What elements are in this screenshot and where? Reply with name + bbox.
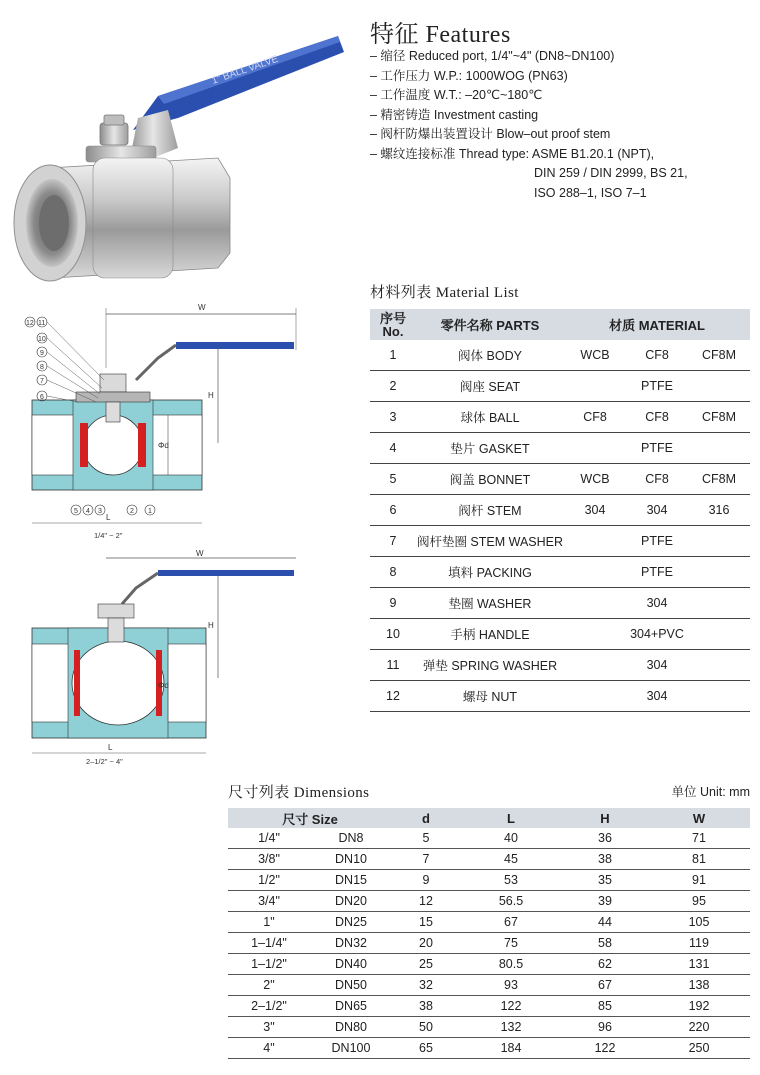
material-no-cell: 11 xyxy=(370,650,416,681)
dimension-inch-cell: 2" xyxy=(228,975,310,996)
dim-range-2: 2–1/2" ~ 4" xyxy=(86,757,123,766)
feature-item: – 工作压力 W.P.: 1000WOG (PN63) xyxy=(370,68,568,83)
dimension-inch-cell: 3" xyxy=(228,1017,310,1038)
dimension-l-cell: 80.5 xyxy=(460,954,562,975)
material-no-cell: 7 xyxy=(370,526,416,557)
material-row xyxy=(370,464,750,495)
dimension-w-cell: 81 xyxy=(648,849,750,870)
dimension-l-cell: 93 xyxy=(460,975,562,996)
dimension-header-h: H xyxy=(562,808,648,828)
callout-3: 3 xyxy=(98,508,102,515)
material-no-cell: 8 xyxy=(370,557,416,588)
dimension-h-cell: 39 xyxy=(562,891,648,912)
callout-1: 1 xyxy=(148,508,152,515)
dimension-dn-cell: DN15 xyxy=(310,870,392,891)
dimension-d-cell: 25 xyxy=(392,954,460,975)
feature-item: – 工作温度 W.T.: –20℃~180℃ xyxy=(370,88,543,102)
dim-l-1: L xyxy=(106,513,111,522)
dimension-h-cell: 96 xyxy=(562,1017,648,1038)
dimension-d-cell: 38 xyxy=(392,996,460,1017)
dimension-header-size: 尺寸 Size xyxy=(228,808,392,828)
dimension-d-cell: 12 xyxy=(392,891,460,912)
dimension-dn-cell: DN80 xyxy=(310,1017,392,1038)
material-no-cell: 12 xyxy=(370,681,416,712)
material-value-cell: CF8 xyxy=(626,340,688,371)
dim-l-2: L xyxy=(108,743,113,752)
material-value-cell: WCB xyxy=(564,464,626,495)
material-value-cell: 304 xyxy=(564,681,750,712)
dimension-dn-cell: DN100 xyxy=(310,1038,392,1059)
material-value-cell: 304 xyxy=(564,650,750,681)
material-value-cell: CF8 xyxy=(626,464,688,495)
dimension-d-cell: 32 xyxy=(392,975,460,996)
unit-label: 单位 Unit: mm xyxy=(671,785,750,799)
material-row xyxy=(370,526,750,557)
material-part-cell: 垫片 GASKET xyxy=(416,433,564,464)
dimension-row xyxy=(228,1038,750,1059)
material-header-row xyxy=(370,309,750,340)
material-part-cell: 阀杆 STEM xyxy=(416,495,564,526)
dimension-header-row xyxy=(228,808,750,828)
dimension-row xyxy=(228,996,750,1017)
dimension-l-cell: 132 xyxy=(460,1017,562,1038)
dimension-dn-cell: DN25 xyxy=(310,912,392,933)
dimension-row xyxy=(228,891,750,912)
material-value-cell: CF8M xyxy=(688,340,750,371)
dimension-w-cell: 71 xyxy=(648,828,750,849)
dimension-dn-cell: DN20 xyxy=(310,891,392,912)
dimension-inch-cell: 4" xyxy=(228,1038,310,1059)
dimension-w-cell: 220 xyxy=(648,1017,750,1038)
callout-5: 5 xyxy=(74,508,78,515)
material-part-cell: 阀座 SEAT xyxy=(416,371,564,402)
dim-range-1: 1/4" ~ 2" xyxy=(94,531,123,540)
handle-text: 1" BALL VALVE xyxy=(210,53,280,87)
dimension-dn-cell: DN8 xyxy=(310,828,392,849)
material-row xyxy=(370,681,750,712)
dimension-w-cell: 105 xyxy=(648,912,750,933)
material-row xyxy=(370,402,750,433)
dim-w-1: W xyxy=(198,303,206,312)
dimension-l-cell: 40 xyxy=(460,828,562,849)
material-part-cell: 球体 BALL xyxy=(416,402,564,433)
material-no-cell: 4 xyxy=(370,433,416,464)
dimension-l-cell: 67 xyxy=(460,912,562,933)
material-part-cell: 阀杆垫圈 STEM WASHER xyxy=(416,526,564,557)
dimension-h-cell: 35 xyxy=(562,870,648,891)
features-list xyxy=(370,47,755,203)
material-no-cell: 9 xyxy=(370,588,416,619)
feature-item: – 阀杆防爆出装置设计 Blow–out proof stem xyxy=(370,127,611,141)
dimension-w-cell: 91 xyxy=(648,870,750,891)
dimension-inch-cell: 2–1/2" xyxy=(228,996,310,1017)
material-row xyxy=(370,619,750,650)
section-drawing-1 xyxy=(18,298,298,543)
dimension-inch-cell: 1–1/2" xyxy=(228,954,310,975)
material-row xyxy=(370,433,750,464)
feature-continuation: ISO 288–1, ISO 7–1 xyxy=(534,185,647,200)
callout-6: 6 xyxy=(40,394,44,401)
dim-w-2: W xyxy=(196,549,204,558)
material-row xyxy=(370,557,750,588)
material-value-cell: CF8 xyxy=(626,402,688,433)
material-value-cell: 304 xyxy=(626,495,688,526)
material-part-cell: 手柄 HANDLE xyxy=(416,619,564,650)
dimension-l-cell: 45 xyxy=(460,849,562,870)
material-part-cell: 阀盖 BONNET xyxy=(416,464,564,495)
dimension-row xyxy=(228,954,750,975)
dimension-l-cell: 122 xyxy=(460,996,562,1017)
callout-4: 4 xyxy=(86,508,90,515)
material-row xyxy=(370,340,750,371)
dimension-d-cell: 20 xyxy=(392,933,460,954)
dimension-row xyxy=(228,870,750,891)
dimension-dn-cell: DN10 xyxy=(310,849,392,870)
material-part-cell: 螺母 NUT xyxy=(416,681,564,712)
material-header-no: 序号 No. xyxy=(370,309,416,340)
material-part-cell: 阀体 BODY xyxy=(416,340,564,371)
dimension-row xyxy=(228,975,750,996)
feature-item: – 精密铸造 Investment casting xyxy=(370,107,539,122)
material-value-cell: 316 xyxy=(688,495,750,526)
material-title: 材料列表 Material List xyxy=(370,285,519,301)
dimensions-title: 尺寸列表 Dimensions xyxy=(228,785,370,801)
dimension-h-cell: 67 xyxy=(562,975,648,996)
dimension-d-cell: 5 xyxy=(392,828,460,849)
dimension-row xyxy=(228,828,750,849)
feature-item: – 螺纹连接标准 Thread type: ASME B1.20.1 (NPT), xyxy=(370,146,655,161)
dimension-d-cell: 50 xyxy=(392,1017,460,1038)
material-no-cell: 5 xyxy=(370,464,416,495)
dimension-l-cell: 75 xyxy=(460,933,562,954)
material-no-cell: 1 xyxy=(370,340,416,371)
material-no-cell: 2 xyxy=(370,371,416,402)
dimension-row xyxy=(228,849,750,870)
dimension-d-cell: 7 xyxy=(392,849,460,870)
dimension-inch-cell: 1/2" xyxy=(228,870,310,891)
dimension-l-cell: 56.5 xyxy=(460,891,562,912)
dimension-dn-cell: DN32 xyxy=(310,933,392,954)
callout-7: 7 xyxy=(40,378,44,385)
material-part-cell: 填料 PACKING xyxy=(416,557,564,588)
material-header-parts: 零件名称 PARTS xyxy=(416,309,564,340)
dim-h-2: H xyxy=(208,621,214,630)
dimension-row xyxy=(228,933,750,954)
material-value-cell: WCB xyxy=(564,340,626,371)
callout-10: 10 xyxy=(38,336,46,343)
material-no-cell: 3 xyxy=(370,402,416,433)
valve-photo xyxy=(8,18,353,290)
dimension-h-cell: 62 xyxy=(562,954,648,975)
dimension-l-cell: 53 xyxy=(460,870,562,891)
material-no-cell: 10 xyxy=(370,619,416,650)
feature-continuation: DIN 259 / DIN 2999, BS 21, xyxy=(534,166,688,180)
material-part-cell: 垫圈 WASHER xyxy=(416,588,564,619)
feature-item: – 缩径 Reduced port, 1/4"~4" (DN8~DN100) xyxy=(370,49,615,63)
dimension-w-cell: 192 xyxy=(648,996,750,1017)
dimension-w-cell: 131 xyxy=(648,954,750,975)
dimension-d-cell: 65 xyxy=(392,1038,460,1059)
dim-d-1: Φd xyxy=(158,441,169,450)
material-value-cell: 304 xyxy=(564,495,626,526)
dimension-inch-cell: 3/4" xyxy=(228,891,310,912)
dimension-header-d: d xyxy=(392,808,460,828)
dimension-d-cell: 9 xyxy=(392,870,460,891)
material-no-cell: 6 xyxy=(370,495,416,526)
dimension-dn-cell: DN50 xyxy=(310,975,392,996)
section-drawing-2 xyxy=(18,548,298,770)
dimension-dn-cell: DN40 xyxy=(310,954,392,975)
material-value-cell: CF8M xyxy=(688,464,750,495)
dim-d-2: Φd xyxy=(158,681,169,690)
dimension-h-cell: 58 xyxy=(562,933,648,954)
material-value-cell: 304 xyxy=(564,588,750,619)
dimension-h-cell: 38 xyxy=(562,849,648,870)
material-part-cell: 弹垫 SPRING WASHER xyxy=(416,650,564,681)
material-value-cell: PTFE xyxy=(564,526,750,557)
material-row xyxy=(370,495,750,526)
features-title: 特征 Features xyxy=(370,22,511,48)
dimension-row xyxy=(228,912,750,933)
dim-h-1: H xyxy=(208,391,214,400)
dimension-w-cell: 119 xyxy=(648,933,750,954)
material-value-cell: CF8 xyxy=(564,402,626,433)
dimension-w-cell: 250 xyxy=(648,1038,750,1059)
dimension-header-w: W xyxy=(648,808,750,828)
callout-2: 2 xyxy=(130,508,134,515)
material-value-cell: PTFE xyxy=(564,433,750,464)
dimension-inch-cell: 1/4" xyxy=(228,828,310,849)
material-value-cell: PTFE xyxy=(564,371,750,402)
dimension-header-l: L xyxy=(460,808,562,828)
callout-8: 8 xyxy=(40,364,44,371)
dimension-h-cell: 44 xyxy=(562,912,648,933)
material-value-cell: PTFE xyxy=(564,557,750,588)
material-row xyxy=(370,588,750,619)
dimension-l-cell: 184 xyxy=(460,1038,562,1059)
callout-11: 11 xyxy=(38,320,46,327)
dimension-row xyxy=(228,1017,750,1038)
dimension-table xyxy=(228,808,750,1059)
dimension-dn-cell: DN65 xyxy=(310,996,392,1017)
material-value-cell: CF8M xyxy=(688,402,750,433)
dimension-w-cell: 95 xyxy=(648,891,750,912)
material-row xyxy=(370,371,750,402)
dimension-inch-cell: 1" xyxy=(228,912,310,933)
dimension-h-cell: 85 xyxy=(562,996,648,1017)
dimension-h-cell: 122 xyxy=(562,1038,648,1059)
callout-9: 9 xyxy=(40,350,44,357)
callout-12: 12 xyxy=(26,320,34,327)
material-row xyxy=(370,650,750,681)
material-header-material: 材质 MATERIAL xyxy=(564,309,750,340)
dimension-d-cell: 15 xyxy=(392,912,460,933)
dimension-w-cell: 138 xyxy=(648,975,750,996)
material-table xyxy=(370,309,750,712)
dimension-inch-cell: 1–1/4" xyxy=(228,933,310,954)
dimension-h-cell: 36 xyxy=(562,828,648,849)
dimension-inch-cell: 3/8" xyxy=(228,849,310,870)
material-value-cell: 304+PVC xyxy=(564,619,750,650)
